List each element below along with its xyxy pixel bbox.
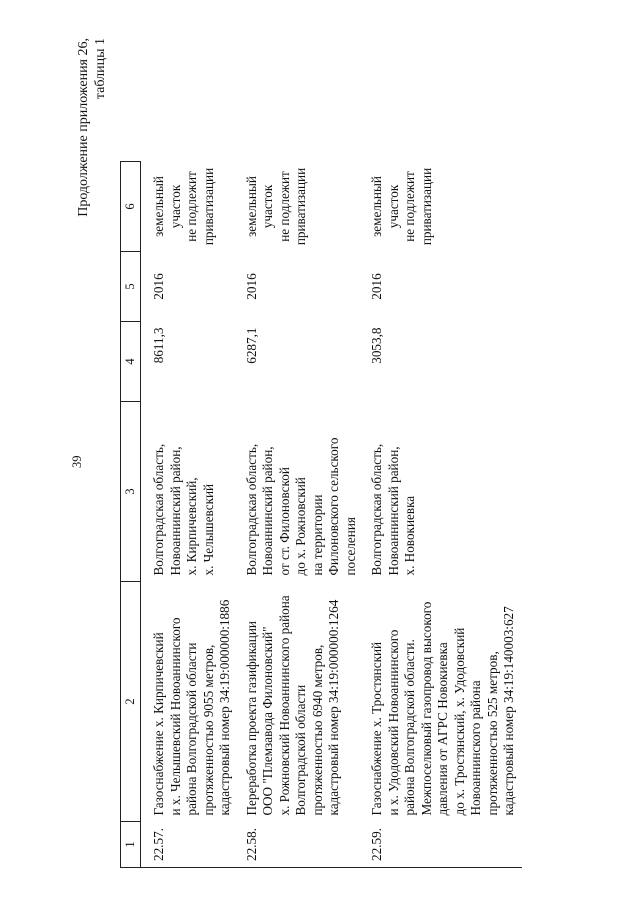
- year-cell: 2016: [369, 273, 384, 300]
- address-line: на территории: [309, 494, 325, 576]
- header-cell: 5: [121, 252, 141, 322]
- header-cell: 2: [121, 582, 141, 822]
- description-line: протяженностью 525 метров,: [484, 651, 500, 816]
- note-line: земельный: [151, 176, 166, 237]
- header-cell: 4: [121, 322, 141, 402]
- description-line: Газоснабжение х. Кирпичевский: [151, 632, 166, 816]
- value-cell: 6287,1: [243, 327, 259, 364]
- description-line: района Волгоградской области.: [402, 639, 417, 816]
- value-cell: 8611,3: [151, 327, 166, 364]
- address-line: Волгоградская область,: [369, 443, 384, 576]
- continuation-line-1: Продолжение приложения 26,: [76, 38, 91, 217]
- description-line: протяженностью 9055 метров,: [200, 644, 216, 816]
- rotated-page-content: [40, 28, 600, 878]
- description-line: Переработка проекта газификации: [243, 621, 259, 816]
- header-cell: 3: [121, 402, 141, 582]
- page-number: 39: [70, 455, 84, 468]
- table-row: [359, 162, 522, 868]
- description-line: кадастровый номер 34:19:000000:1264: [326, 599, 341, 816]
- note-line: приватизации: [293, 167, 308, 246]
- note-cell: [234, 162, 360, 252]
- property-register-table: [120, 161, 522, 868]
- note-line: участок: [385, 184, 401, 229]
- value-cell: 3053,8: [369, 327, 384, 364]
- table-header-row: [121, 162, 141, 868]
- year-cell: 2016: [151, 273, 166, 300]
- address-cell: [234, 402, 360, 582]
- description-line: кадастровый номер 34:19:140003:627: [501, 606, 516, 816]
- table-row: [141, 162, 234, 868]
- description-line: и х. Удодовский Новоаннинского: [385, 629, 401, 816]
- description-line: Межпоселковый газопровод высокого: [418, 601, 434, 816]
- description-line: ООО "Племзавода Филоновский": [260, 626, 275, 816]
- note-line: не подлежит: [402, 171, 417, 242]
- address-line: Новоаннинский район,: [385, 446, 401, 576]
- address-line: х. Челышевский: [200, 483, 216, 576]
- header-cell: 1: [121, 822, 141, 868]
- row-number-cell: 22.59.: [359, 822, 522, 868]
- address-line: Новоаннинский район,: [260, 446, 275, 576]
- note-line: земельный: [243, 176, 259, 237]
- table-row: [234, 162, 360, 868]
- note-line: земельный: [369, 176, 384, 237]
- description-cell: [141, 582, 234, 822]
- header-cell: 6: [121, 162, 141, 252]
- note-line: не подлежит: [276, 171, 292, 242]
- row-number-cell: 22.58.: [234, 822, 360, 868]
- description-line: Газоснабжение х. Тростянский: [369, 641, 384, 816]
- address-line: Волгоградская область,: [243, 443, 259, 576]
- address-line: до х. Рожновский: [293, 477, 308, 576]
- note-cell: [359, 162, 522, 252]
- address-line: Волгоградская область,: [151, 443, 166, 576]
- address-cell: [141, 402, 234, 582]
- description-line: и х. Челышевский Новоаннинского: [167, 617, 183, 816]
- row-number-cell: 22.57.: [141, 822, 234, 868]
- description-line: протяженностью 6940 метров,: [309, 644, 325, 816]
- note-cell: [141, 162, 234, 252]
- address-line: х. Кирпичевский,: [184, 477, 199, 576]
- description-line: Новоаннинского района: [468, 680, 483, 816]
- description-line: давления от АГРС Новокиевка: [435, 642, 450, 816]
- address-line: Филоновского сельского: [326, 437, 341, 576]
- description-line: до х. Тростянский, х. Удодовский: [451, 627, 467, 816]
- description-line: х. Рожновский Новоаннинского района: [276, 595, 292, 816]
- continuation-caption: [75, 38, 109, 298]
- description-line: района Волгоградской области: [184, 642, 199, 816]
- address-line: х. Новокиевка: [402, 495, 417, 576]
- continuation-line-2: таблицы 1: [93, 38, 108, 100]
- address-line: Новоаннинский район,: [167, 446, 183, 576]
- address-cell: [359, 402, 522, 582]
- note-line: приватизации: [418, 167, 434, 246]
- year-cell: 2016: [243, 273, 259, 300]
- note-line: участок: [167, 184, 183, 229]
- description-cell: [234, 582, 360, 822]
- address-line: от ст. Филоновской: [276, 467, 292, 576]
- note-line: участок: [260, 184, 275, 229]
- address-line: поселения: [342, 517, 358, 576]
- description-cell: [359, 582, 522, 822]
- description-line: кадастровый номер 34:19:000000:1886: [217, 599, 232, 816]
- note-line: приватизации: [200, 167, 216, 246]
- note-line: не подлежит: [184, 171, 199, 242]
- description-line: Волгоградской области: [293, 684, 308, 816]
